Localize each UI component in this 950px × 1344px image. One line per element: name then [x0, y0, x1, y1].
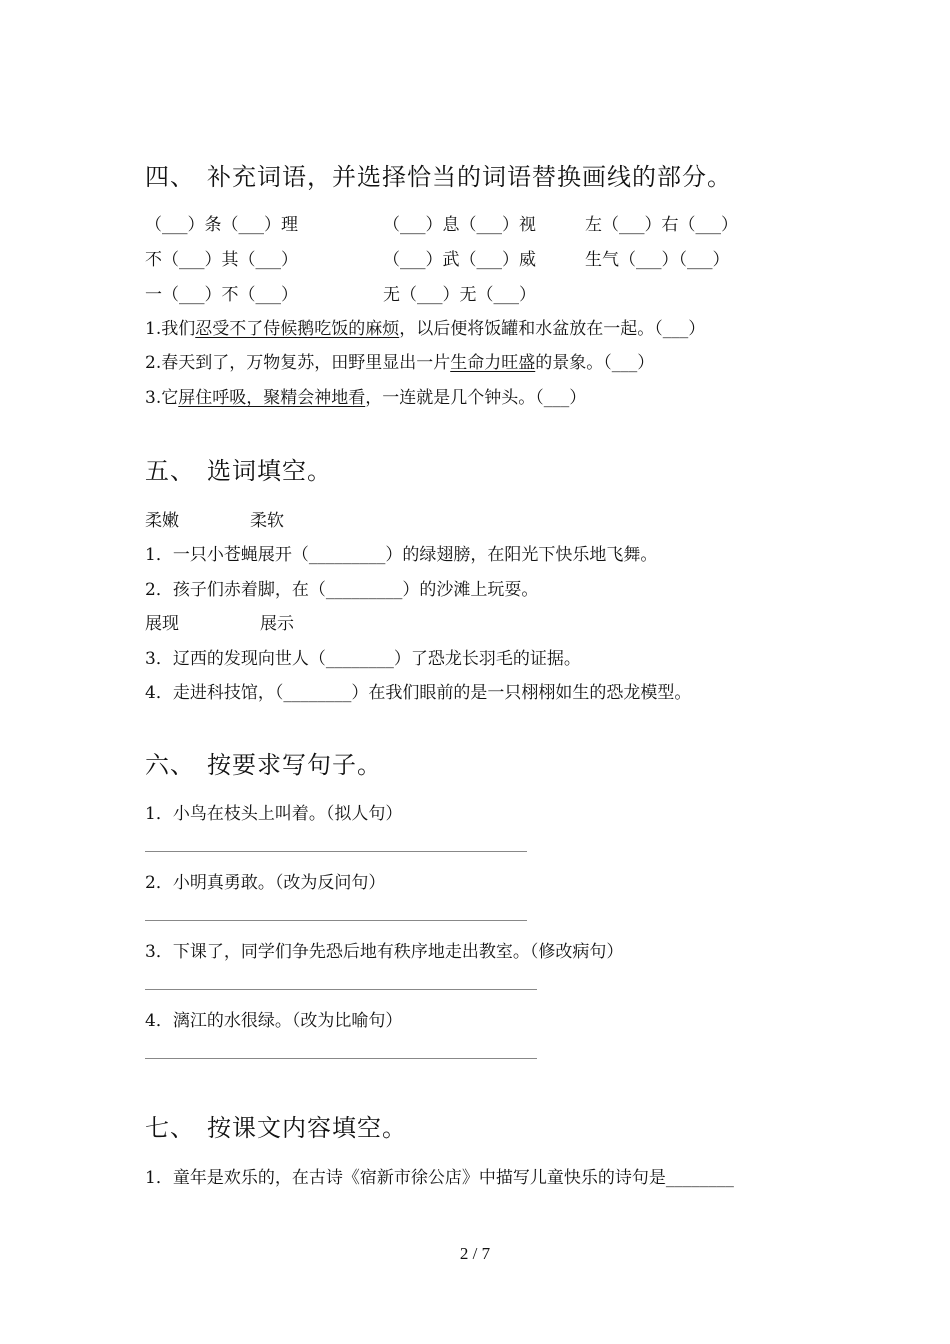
- section-5-question-3: 3．辽西的发现向世人（________）了恐龙长羽毛的证据。: [145, 649, 581, 669]
- q2-underlined-phrase: 生命力旺盛: [450, 353, 536, 373]
- q1-prefix: 1.我们: [145, 319, 196, 339]
- word-choice-1b: 柔软: [250, 511, 284, 531]
- section-7-number: 七、: [145, 1114, 195, 1142]
- section-7-question-1: 1．童年是欢乐的，在古诗《宿新市徐公店》中描写儿童快乐的诗句是________: [145, 1168, 734, 1188]
- q1-suffix: ，以后便将饭罐和水盆放在一起。（___）: [399, 319, 706, 339]
- section-6-question-3: 3．下课了，同学们争先恐后地有秩序地走出教室。（修改病句）: [145, 942, 624, 962]
- section-7-heading: [145, 1108, 407, 1143]
- fill-row-3-col-1: 一（___）不（___）: [145, 285, 298, 305]
- section-6-title: 按要求写句子。: [207, 751, 382, 779]
- fill-row-1-col-3: 左（___）右（___）: [585, 215, 738, 235]
- fill-row-2-col-1: 不（___）其（___）: [145, 250, 298, 270]
- answer-line-4[interactable]: [145, 1058, 537, 1059]
- section-5-number: 五、: [145, 457, 195, 485]
- fill-row-2-col-2: （___）武（___）威: [383, 250, 536, 270]
- q1-underlined-phrase: 忍受不了侍候鹅吃饭的麻烦: [195, 319, 400, 339]
- section-5-question-2: 2．孩子们赤着脚，在（_________）的沙滩上玩耍。: [145, 580, 539, 600]
- q3-prefix: 3.它: [145, 388, 179, 408]
- q2-prefix: 2.春天到了，万物复苏，田野里显出一片: [145, 353, 451, 373]
- word-choice-2b: 展示: [260, 614, 294, 634]
- section-4-question-2: [145, 348, 654, 373]
- section-4-question-3: [145, 383, 586, 408]
- section-4-title: 补充词语，并选择恰当的词语替换画线的部分。: [207, 163, 732, 191]
- fill-row-1-col-2: （___）息（___）视: [383, 215, 536, 235]
- fill-row-2-col-3: 生气（___）（___）: [585, 250, 730, 270]
- answer-line-2[interactable]: [145, 920, 527, 921]
- fill-row-3-col-2: 无（___）无（___）: [383, 285, 536, 305]
- section-4-number: 四、: [145, 163, 195, 191]
- section-5-title: 选词填空。: [207, 457, 332, 485]
- word-choice-1a: 柔嫩: [145, 511, 179, 531]
- section-4-heading: [145, 157, 732, 192]
- section-6-heading: [145, 745, 382, 780]
- q3-suffix: ，一连就是几个钟头。（___）: [365, 388, 587, 408]
- section-5-question-4: 4．走进科技馆，（________）在我们眼前的是一只栩栩如生的恐龙模型。: [145, 683, 692, 703]
- section-5-heading: [145, 451, 332, 486]
- answer-line-3[interactable]: [145, 989, 537, 990]
- word-choice-2a: 展现: [145, 614, 179, 634]
- q2-suffix: 的景象。（___）: [535, 353, 655, 373]
- section-4-question-1: [145, 314, 705, 339]
- answer-line-1[interactable]: [145, 851, 527, 852]
- section-6-number: 六、: [145, 751, 195, 779]
- section-6-question-2: 2．小明真勇敢。（改为反问句）: [145, 873, 386, 893]
- page-number: 2 / 7: [459, 1244, 491, 1263]
- section-7-title: 按课文内容填空。: [207, 1114, 407, 1142]
- section-6-question-4: 4．漓江的水很绿。（改为比喻句）: [145, 1011, 403, 1031]
- fill-row-1-col-1: （___）条（___）理: [145, 215, 298, 235]
- q3-underlined-phrase: 屏住呼吸，聚精会神地看: [178, 388, 366, 408]
- section-6-question-1: 1．小鸟在枝头上叫着。（拟人句）: [145, 804, 403, 824]
- section-5-question-1: 1．一只小苍蝇展开（_________）的绿翅膀，在阳光下快乐地飞舞。: [145, 545, 658, 565]
